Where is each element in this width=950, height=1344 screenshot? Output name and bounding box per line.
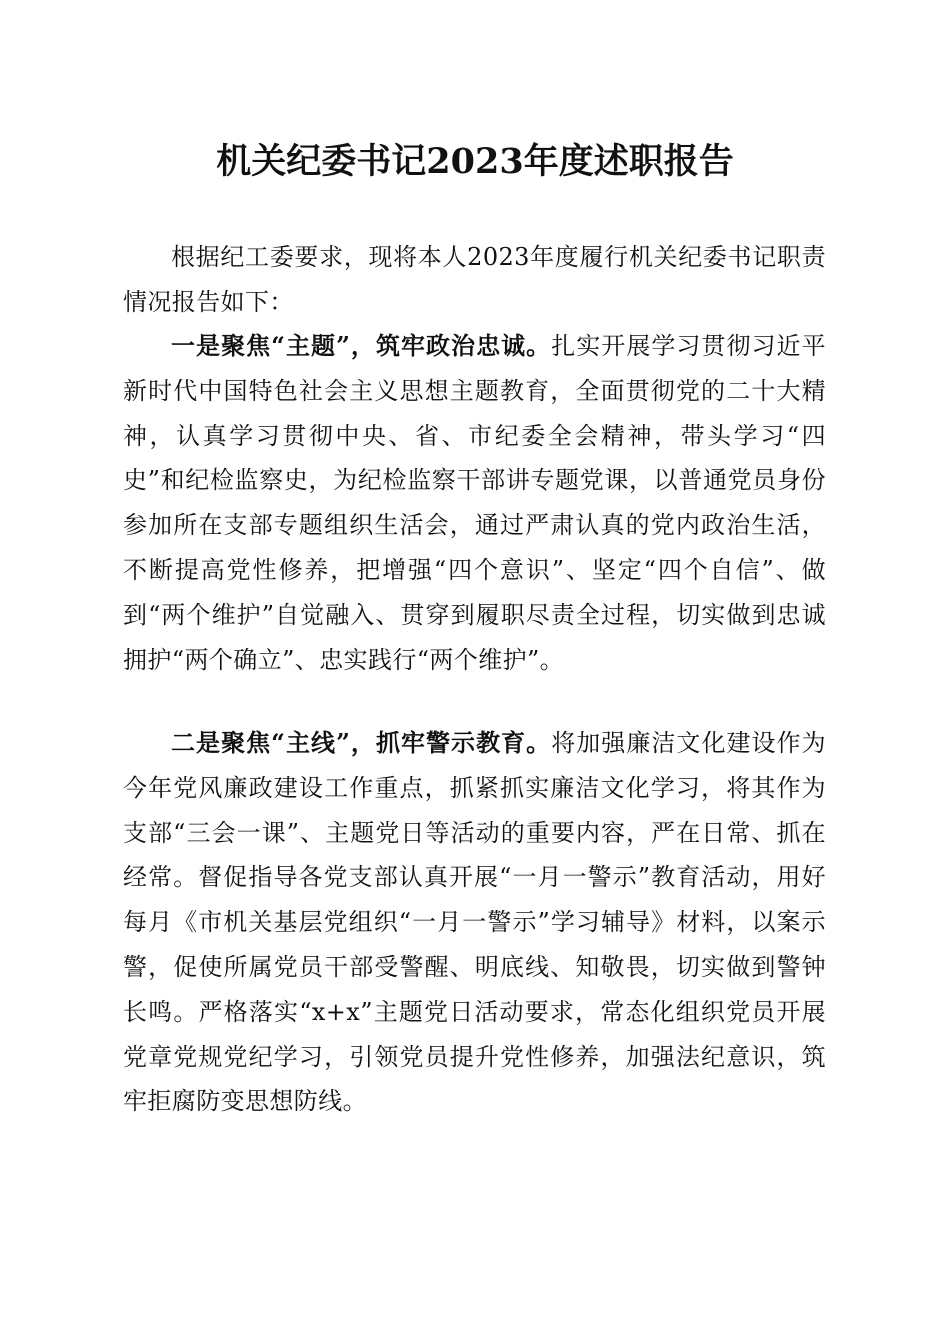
section-1-text: 扎实开展学习贯彻习近平新时代中国特色社会主义思想主题教育，全面贯彻党的二十大精神，认真学习贯彻中央、省、市纪委全会精神，带头学习“四史”和纪检监察史，为纪检监察干部讲专题党课，以普通党员身份参加所在支部专题组织生活会，通过严肃认真的党内政治生活，不断提高党性修养，把增强“四个意识”、坚定“四个自信”、做到“两个维护”自觉融入、贯穿到履职尽责全过程，切实做到忠诚拥护“两个确立”、忠实践行“两个维护”。 — [123, 332, 826, 674]
section-1-paragraph — [123, 324, 826, 682]
section-2-lead: 二是聚焦“主线”，抓牢警示教育。 — [171, 728, 552, 757]
section-2-block — [123, 721, 826, 1124]
section-2-text: 将加强廉洁文化建设作为今年党风廉政建设工作重点，抓紧抓实廉洁文化学习，将其作为支部“三会一课”、主题党日等活动的重要内容，严在日常、抓在经常。督促指导各党支部认真开展“一月一警示”教育活动，用好每月《市机关基层党组织“一月一警示”学习辅导》材料，以案示警，促使所属党员干部受警醒、明底线、知敬畏，切实做到警钟长鸣。严格落实“x+x”主题党日活动要求，常态化组织党员开展党章党规党纪学习，引领党员提升党性修养，加强法纪意识，筑牢拒腐防变思想防线。 — [123, 729, 826, 1116]
section-1-block — [123, 324, 826, 682]
intro-paragraph-block — [123, 235, 826, 325]
document-title: 机关纪委书记2023年度述职报告 — [216, 141, 734, 182]
section-2-paragraph — [123, 721, 826, 1124]
section-1-lead: 一是聚焦“主题”，筑牢政治忠诚。 — [171, 331, 552, 360]
intro-paragraph: 根据纪工委要求，现将本人2023年度履行机关纪委书记职责情况报告如下： — [123, 243, 826, 316]
